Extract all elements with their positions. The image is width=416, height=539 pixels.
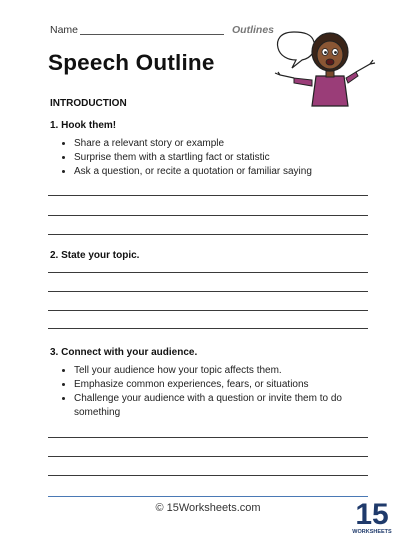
answer-line[interactable] bbox=[48, 328, 368, 329]
list-item: • Emphasize common experiences, fears, or situations bbox=[74, 378, 374, 392]
hook-bullet-list bbox=[58, 137, 374, 179]
name-write-line[interactable] bbox=[80, 34, 224, 35]
list-item: • Tell your audience how your topic affects them. bbox=[74, 364, 374, 378]
answer-line[interactable] bbox=[48, 310, 368, 311]
list-item: • Share a relevant story or example bbox=[74, 137, 374, 151]
worksheet-category-label: Outlines bbox=[232, 24, 275, 36]
answer-line[interactable] bbox=[48, 272, 368, 273]
logo-number: 15 bbox=[355, 498, 389, 531]
list-item: • Surprise them with a startling fact or statistic bbox=[74, 151, 374, 165]
name-label: Name bbox=[50, 24, 79, 36]
15worksheets-logo-icon bbox=[350, 496, 394, 536]
introduction-heading: INTRODUCTION bbox=[50, 98, 127, 109]
section-topic-heading: 2. State your topic. bbox=[50, 250, 140, 261]
answer-line[interactable] bbox=[48, 291, 368, 292]
list-item: • Challenge your audience with a question or invite them to do something bbox=[74, 392, 374, 420]
page-title: Speech Outline bbox=[48, 50, 215, 75]
answer-line[interactable] bbox=[48, 456, 368, 457]
answer-line[interactable] bbox=[48, 437, 368, 438]
connect-bullet-list bbox=[58, 364, 374, 420]
logo-wordmark: WORKSHEETS bbox=[352, 529, 392, 535]
answer-line[interactable] bbox=[48, 195, 368, 196]
list-item: • Ask a question, or recite a quotation or familiar saying bbox=[74, 165, 374, 179]
footer-divider bbox=[48, 496, 368, 497]
section-hook-heading: 1. Hook them! bbox=[50, 120, 117, 131]
speaking-girl-illustration bbox=[272, 28, 378, 110]
section-connect-heading: 3. Connect with your audience. bbox=[50, 347, 198, 358]
answer-line[interactable] bbox=[48, 234, 368, 235]
answer-line[interactable] bbox=[48, 475, 368, 476]
answer-line[interactable] bbox=[48, 215, 368, 216]
copyright-text: © 15Worksheets.com bbox=[155, 502, 261, 514]
